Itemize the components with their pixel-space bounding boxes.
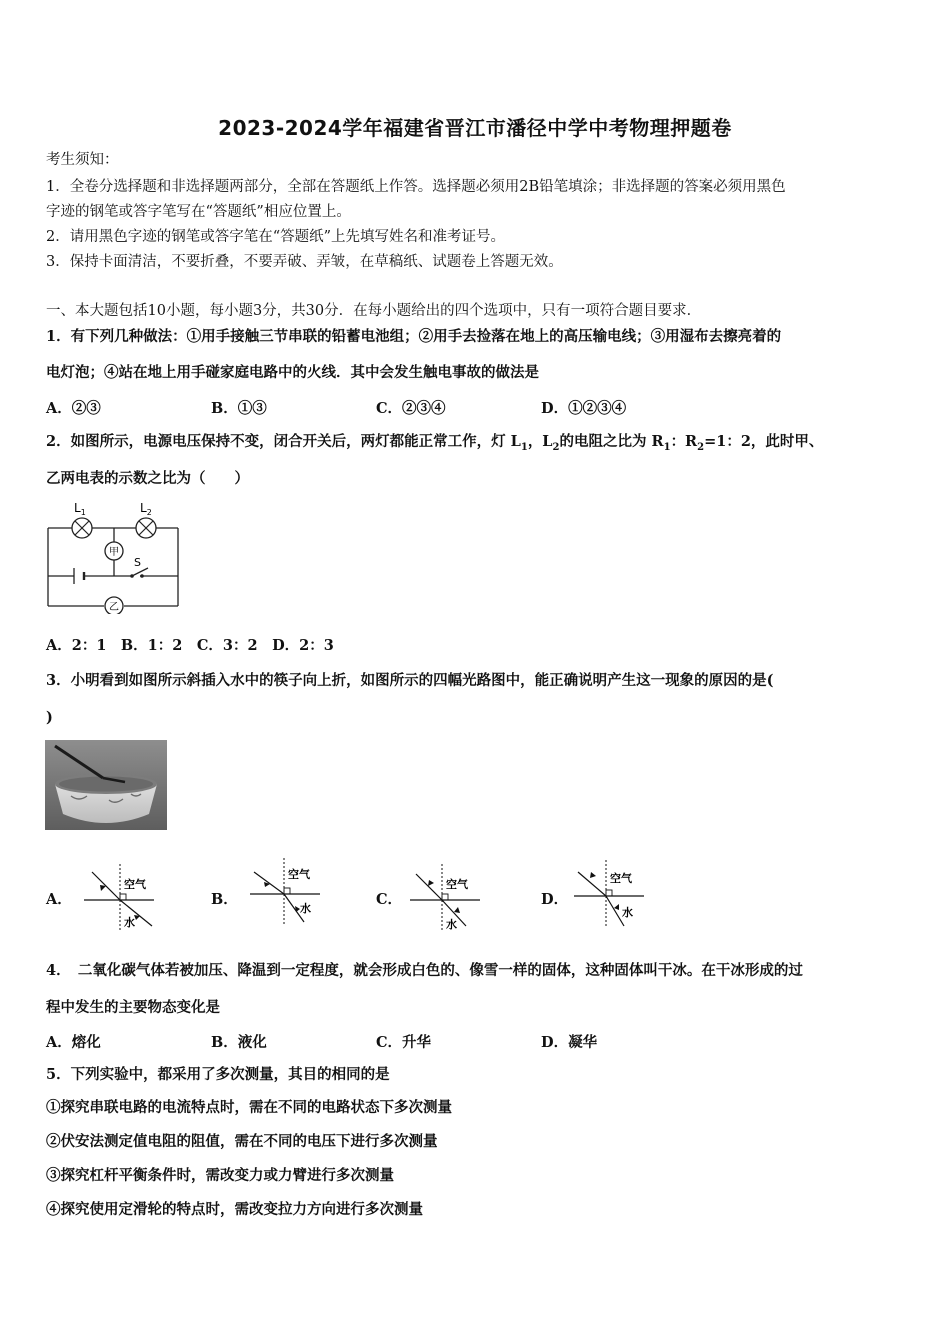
q5-stem: 5．下列实验中，都采用了多次测量，其目的相同的是 (46, 1066, 390, 1083)
notice-item-3: 3．保持卡面清洁，不要折叠，不要弄破、弄皱，在草稿纸、试题卷上答题无效。 (46, 254, 563, 270)
q3-stem-line1: 3．小明看到如图所示斜插入水中的筷子向上折，如图所示的四幅光路图中，能正确说明产生这一现象的原因的是( (46, 672, 774, 689)
q4-stem-line1: 4． 二氧化碳气体若被加压、降温到一定程度，就会形成白色的、像雪一样的固体，这种固体叫干冰。在干冰形成的过 (46, 962, 803, 979)
q2-circuit-diagram (44, 498, 184, 614)
q1-stem-line1: 1．有下列几种做法：①用手接触三节串联的铅蓄电池组；②用手去捡落在地上的高压输电线；③用湿布去擦亮着的 (46, 328, 782, 345)
q1-option-d: D．①②③④ (541, 400, 627, 417)
q3-stem-line2: ) (46, 709, 53, 726)
svg-text:空气: 空气 (446, 878, 468, 891)
q1-stem-line2: 电灯泡；④站在地上用手碰家庭电路中的火线．其中会发生触电事故的做法是 (46, 364, 539, 381)
svg-text:水: 水 (300, 902, 311, 915)
q4-option-c: C．升华 (376, 1034, 432, 1051)
q3-chopstick-bowl-photo (45, 740, 167, 830)
meter-yi-label: 乙 (109, 602, 119, 613)
q3-option-d-label: D． (541, 891, 569, 908)
section-heading: 一、本大题包括10小题，每小题3分，共30分．在每小题给出的四个选项中，只有一项符合题目要求． (46, 303, 702, 319)
q5-item-1: ①探究串联电路的电流特点时，需在不同的电路状态下多次测量 (46, 1099, 452, 1116)
lamp-l2-label: $L_2$ (140, 501, 152, 517)
svg-text:水: 水 (622, 906, 633, 919)
lamp-l1-label: $L_1$ (74, 501, 86, 517)
switch-s-label: S (134, 556, 141, 569)
q3-option-c-label: C． (376, 891, 403, 908)
q1-option-b: B．①③ (211, 400, 267, 417)
notice-item-1-cont: 字迹的钢笔或答字笔写在“答题纸”相应位置上。 (46, 204, 351, 220)
q5-item-3: ③探究杠杆平衡条件时，需改变力或力臂进行多次测量 (46, 1167, 394, 1184)
q4-stem-line2: 程中发生的主要物态变化是 (46, 999, 220, 1016)
lamp-l1 (72, 518, 92, 538)
q3-option-d-diagram (570, 856, 650, 932)
q3-option-a-label: A． (46, 891, 72, 908)
notice-heading: 考生须知： (46, 152, 119, 168)
svg-text:水: 水 (446, 918, 457, 931)
q3-option-b-label: B． (211, 891, 238, 908)
q2-stem-line1: 2．如图所示，电源电压保持不变，闭合开关后，两灯都能正常工作，灯 $L_1$，$L_2$的电阻之比为 $R_1$：$R_2=1$：2，此时甲、 (46, 433, 824, 453)
q2-options: A．2：1 B．1：2 C．3：2 D．2：3 (46, 637, 334, 654)
notice-item-2: 2．请用黑色字迹的钢笔或答字笔在“答题纸”上先填写姓名和准考证号。 (46, 229, 506, 245)
svg-text:空气: 空气 (124, 878, 146, 891)
q2-stem-line2: 乙两电表的示数之比为（ ） (46, 470, 249, 487)
q4-option-b: B．液化 (211, 1034, 267, 1051)
notice-item-1: 1．全卷分选择题和非选择题两部分，全部在答题纸上作答。选择题必须用2B铅笔填涂；非选择题的答案必须用黑色 (46, 179, 786, 195)
q1-option-a: A．②③ (46, 400, 101, 417)
q5-item-4: ④探究使用定滑轮的特点时，需改变拉力方向进行多次测量 (46, 1201, 423, 1218)
q4-option-a: A．熔化 (46, 1034, 101, 1051)
q3-option-c-diagram (406, 860, 486, 936)
meter-jia-label: 甲 (109, 547, 119, 558)
lamp-l2 (136, 518, 156, 538)
q4-option-d: D．凝华 (541, 1034, 598, 1051)
q3-option-b-diagram (246, 854, 326, 930)
battery-icon (74, 568, 84, 584)
q3-option-a-diagram (80, 860, 160, 936)
svg-text:空气: 空气 (288, 868, 310, 881)
svg-text:水: 水 (124, 916, 135, 929)
q1-option-c: C．②③④ (376, 400, 446, 417)
exam-title: 2023-2024学年福建省晋江市潘径中学中考物理押题卷 (218, 116, 732, 140)
svg-text:空气: 空气 (610, 872, 632, 885)
q5-item-2: ②伏安法测定值电阻的阻值，需在不同的电压下进行多次测量 (46, 1133, 438, 1150)
